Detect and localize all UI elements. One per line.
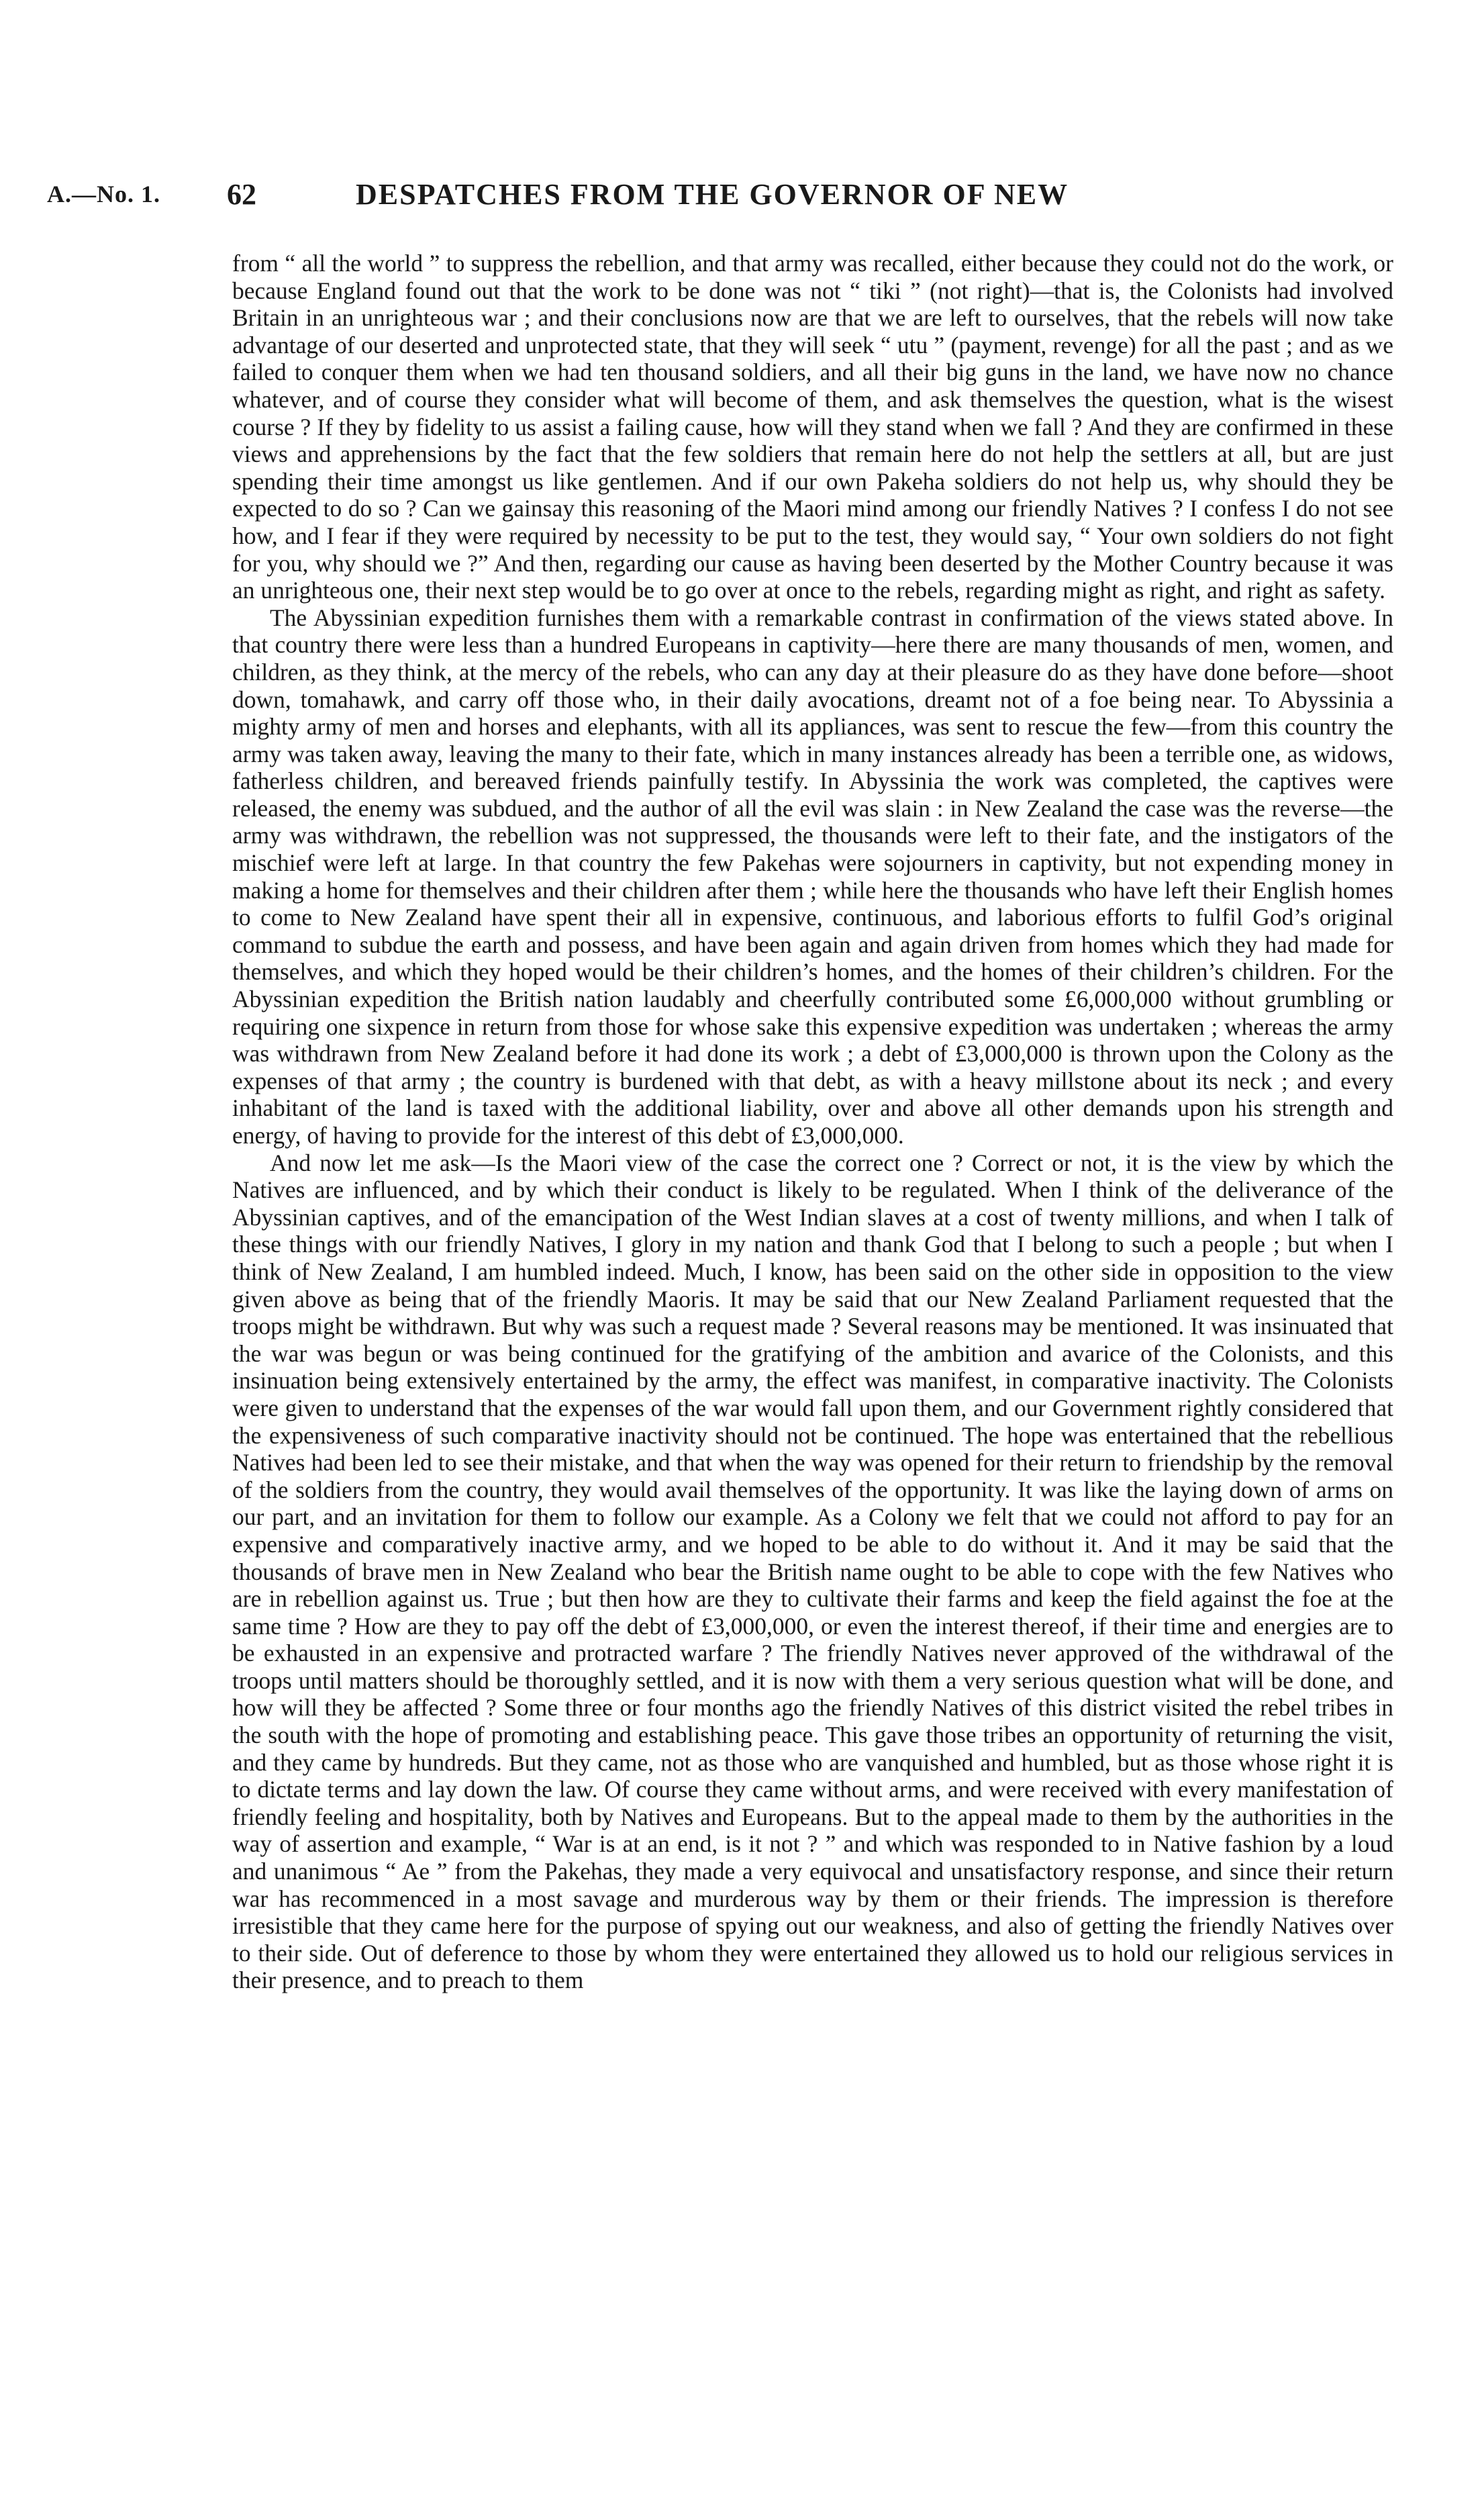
body-text [232,250,1393,1994]
paragraph-abyssinian-expedition: The Abyssinian expedition furnishes them with a remarkable contrast in confirmation of the views stated above. In that country there were less than a hundred Europeans in captivity—here there are many thousands of men, women, and children, as they think, at the mercy of the rebels, who can any day at their pleasure do as they have done before—shoot down, tomahawk, and carry off those who, in their daily avocations, dreamt not of a foe being near. To Abyssinia a mighty army of men and horses and elephants, with all its appliances, was sent to rescue the few—from this country the army was taken away, leaving the many to their fate, which in many instances already has been a terrible one, as widows, fatherless children, and bereaved friends painfully testify. In Abyssinia the work was completed, the captives were released, the enemy was subdued, and the author of all the evil was slain : in New Zealand the case was the reverse—the army was withdrawn, the rebellion was not suppressed, the thousands were left to their fate, and the instigators of the mischief were left at large. In that country the few Pakehas were sojourners in captivity, but not expending money in making a home for themselves and their children after them ; while here the thousands who have left their English homes to come to New Zealand have spent their all in expensive, continuous, and laborious efforts to fulfil God’s original command to subdue the earth and possess, and have been again and again driven from homes which they had made for themselves, and which they hoped would be their children’s homes, and the homes of their children’s children. For the Abyssinian expedition the British nation laudably and cheerfully contributed some £6,000,000 without grumbling or requiring one sixpence in return from those for whose sake this expensive expedition was undertaken ; whereas the army was withdrawn from New Zealand before it had done its work ; a debt of £3,000,000 is thrown upon the Colony as the expenses of that army ; the country is burdened with that debt, as with a heavy millstone about its neck ; and every inhabitant of the land is taxed with the additional liability, over and above all other demands upon his strength and energy, of having to provide for the interest of this debt of £3,000,000. [232,604,1393,1149]
paragraph-continuation: from “ all the world ” to suppress the rebellion, and that army was recalled, either because they could not do the work, or because England found out that the work to be done was not “ tiki ” (not right)—that is, the Colonists had involved Britain in an unrighteous war ; and their conclusions now are that we are left to ourselves, that the rebels will now take advantage of our deserted and unprotected state, that they will seek “ utu ” (payment, revenge) for all the past ; and as we failed to conquer them when we had ten thousand soldiers, and all their big guns in the land, we have now no chance whatever, and of course they consider what will become of them, and ask themselves the question, what is the wisest course ? If they by fidelity to us assist a failing cause, how will they stand when we fall ? And they are confirmed in these views and apprehensions by the fact that the few soldiers that remain here do not help the settlers at all, but are just spending their time amongst us like gentlemen. And if our own Pakeha soldiers do not help us, why should they be expected to do so ? Can we gainsay this reasoning of the Maori mind among our friendly Natives ? I confess I do not see how, and I fear if they were required by necessity to be put to the test, they would say, “ Your own soldiers do not fight for you, why should we ?” And then, regarding our cause as having been deserted by the Mother Country because it was an unrighteous one, their next step would be to go over at once to the rebels, regarding might as right, and right as safety. [232,250,1393,604]
running-title: DESPATCHES FROM THE GOVERNOR OF NEW [356,178,1069,211]
page-header [47,180,1436,220]
paragraph-maori-view: And now let me ask—Is the Maori view of the case the correct one ? Correct or not, it is the view by which the Natives are influenced, and by which their conduct is likely to be regulated. When I think of the deliverance of the Abyssinian captives, and of the emancipation of the West Indian slaves at a cost of twenty millions, and when I talk of these things with our friendly Natives, I glory in my nation and thank God that I belong to such a people ; but when I think of New Zealand, I am humbled indeed. Much, I know, has been said on the other side in opposition to the view given above as being that of the friendly Maoris. It may be said that our New Zealand Parliament requested that the troops might be withdrawn. But why was such a request made ? Several reasons may be mentioned. It was insinuated that the war was begun or was being continued for the gratifying of the ambition and avarice of the Colonists, and this insinuation being extensively entertained by the army, the effect was manifest, in comparative inactivity. The Colonists were given to understand that the expenses of the war would fall upon them, and our Government rightly considered that the expensiveness of such comparative inactivity should not be continued. The hope was entertained that the rebellious Natives had been led to see their mistake, and that when the way was opened for their return to friendship by the removal of the soldiers from the country, they would avail themselves of the opportunity. It was like the laying down of arms on our part, and an invitation for them to follow our example. As a Colony we felt that we could not afford to pay for an expensive and comparatively inactive army, and we hoped to be able to do without it. And it may be said that the thousands of brave men in New Zealand who bear the British name ought to be able to cope with the few Natives who are in rebellion against us. True ; but then how are they to cultivate their farms and keep the field against the foe at the same time ? How are they to pay off the debt of £3,000,000, or even the interest thereof, if their time and energies are to be exhausted in an expensive and protracted warfare ? The friendly Natives never approved of the withdrawal of the troops until matters should be thoroughly settled, and it is now with them a very serious question what will be done, and how will they be affected ? Some three or four months ago the friendly Natives of this district visited the rebel tribes in the south with the hope of promoting and establishing peace. This gave those tribes an opportunity of returning the visit, and they came by hundreds. But they came, not as those who are vanquished and humbled, but as those whose right it is to dictate terms and lay down the law. Of course they came without arms, and were received with every manifestation of friendly feeling and hospitality, both by Natives and Europeans. But to the appeal made to them by the authorities in the way of assertion and example, “ War is at an end, is it not ? ” and which was responded to in Native fashion by a loud and unanimous “ Ae ” from the Pakehas, they made a very equivocal and unsatisfactory response, and since their return war has recommenced in a most savage and murderous way by them or their friends. The impression is therefore irresistible that they came here for the purpose of spying out our weakness, and also of getting the friendly Natives over to their side. Out of deference to those by whom they were entertained they allowed us to hold our religious services in their presence, and to preach to them [232,1149,1393,1994]
document-reference: A.—No. 1. [47,181,160,207]
page-number: 62 [227,178,256,211]
